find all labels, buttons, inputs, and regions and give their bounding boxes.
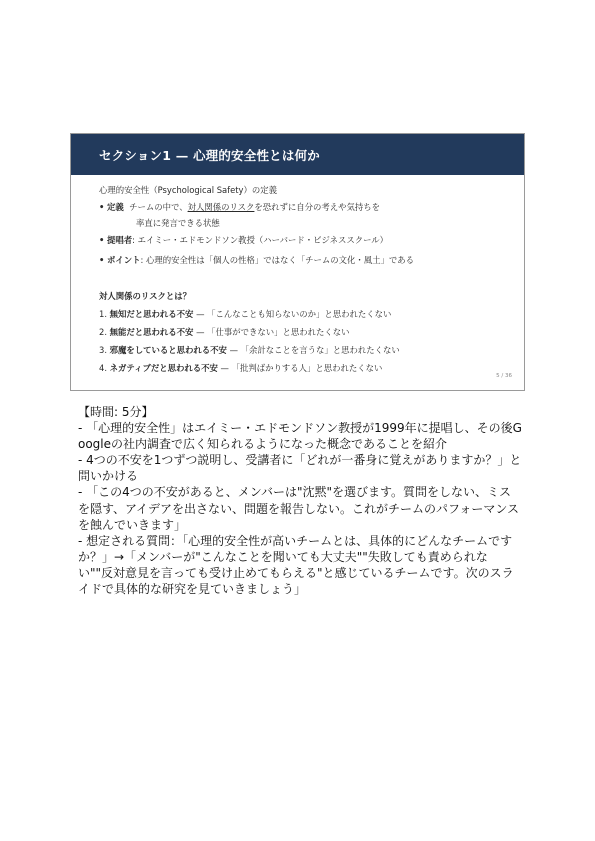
risk-label: 無能だと思われる不安 <box>109 327 194 337</box>
risk-text: — 「こんなことも知らないのか」と思われたくない <box>193 309 392 319</box>
risk-text: — 「余計なことを言うな」と思われたくない <box>226 345 400 355</box>
bullet-definition-continuation: 率直に発言できる状態 <box>136 218 220 228</box>
speaker-notes <box>78 404 522 597</box>
risk-label: ネガティブだと思われる不安 <box>109 363 218 373</box>
bullet-text: 心理的安全性は「個人の性格」ではなく「チームの文化・風土」である <box>146 255 415 265</box>
definition-heading: 心理的安全性（Psychological Safety）の定義 <box>99 185 277 195</box>
slide-title: セクション1 — 心理的安全性とは何か <box>99 148 320 163</box>
bullet-text-pre: チームの中で、 <box>129 202 188 212</box>
bullet-dot: • <box>99 202 105 212</box>
risk-text: — 「批判ばかりする人」と思われたくない <box>217 363 383 373</box>
risk-item <box>99 363 382 374</box>
risk-item <box>99 309 391 320</box>
notes-line: - 想定される質問：「心理的安全性が高いチームとは、具体的にどんなチームですか？」→「メンバーが"こんなことを聞いても大丈夫""失敗しても責められない""反対意見を言っても受け止めてもらえる"と感じているチームです。次のスライドで具体的な研究を見ていきましょう」 <box>78 533 514 597</box>
bullet-proposer <box>99 235 388 246</box>
bullet-text: エイミー・エドモンドソン教授（ハーバード・ビジネススクール） <box>137 235 389 245</box>
bullet-definition <box>99 202 380 213</box>
risk-number: 2. <box>99 327 107 337</box>
slide-header <box>71 134 524 175</box>
slide-card <box>70 133 525 391</box>
notes-line: - 4つの不安を1つずつ説明し、受講者に「どれが一番身に覚えがありますか？」と問いかける <box>78 453 522 484</box>
bullet-separator: : <box>140 255 147 265</box>
risk-item <box>99 327 350 338</box>
bullet-dot: • <box>99 235 105 245</box>
bullet-label: ポイント <box>107 255 141 265</box>
slide-page-number: 5 / 36 <box>496 373 512 379</box>
notes-time: 【時間: 5分】 <box>78 405 154 419</box>
bullet-text-underlined: 対人関係のリスク <box>187 202 255 212</box>
notes-line: - 「心理的安全性」はエイミー・エドモンドソン教授が1999年に提唱し、その後Googleの社内調査で広く知られるようになった概念であることを紹介 <box>78 421 522 452</box>
risk-number: 4. <box>99 363 107 373</box>
risk-number: 1. <box>99 309 107 319</box>
risk-label: 無知だと思われる不安 <box>109 309 194 319</box>
risk-number: 3. <box>99 345 107 355</box>
bullet-dot: • <box>99 255 105 265</box>
bullet-label: 定義 <box>107 202 124 212</box>
notes-line: - 「この4つの不安があると、メンバーは"沈黙"を選びます。質問をしない、ミスを隠す、アイデアを出さない、問題を報告しない。これがチームのパフォーマンスを蝕んでいきます」 <box>78 485 520 532</box>
risk-heading: 対人関係のリスクとは？ <box>99 291 191 301</box>
bullet-label: 提唱者 <box>107 235 133 245</box>
risk-item <box>99 345 400 356</box>
slide-body <box>71 175 524 390</box>
bullet-text-post: を恐れずに自分の考えや気持ちを <box>254 202 381 212</box>
risk-label: 邪魔をしていると思われる不安 <box>109 345 227 355</box>
risk-text: — 「仕事ができない」と思われたくない <box>193 327 350 337</box>
bullet-point <box>99 255 414 266</box>
bullet-separator: : <box>132 235 138 245</box>
